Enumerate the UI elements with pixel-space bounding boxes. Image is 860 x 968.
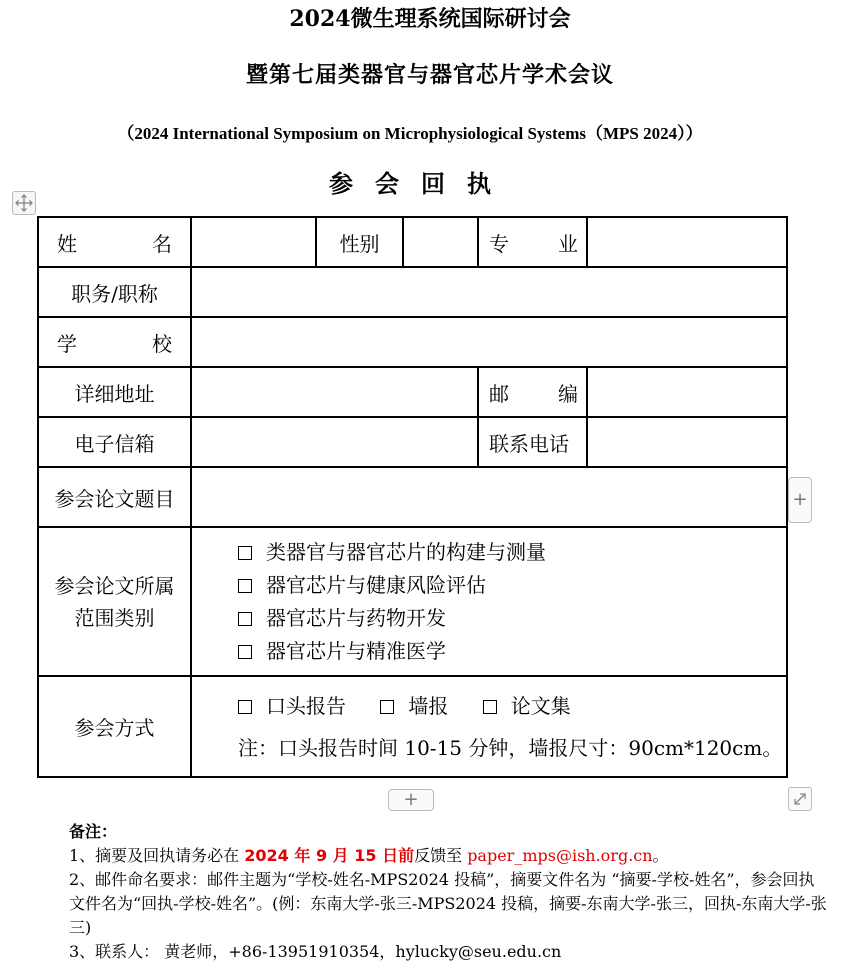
note-line-3: 3、联系人： 黄老师，+86-13951910354，hylucky@seu.edu.cn bbox=[69, 942, 562, 961]
title-line2: 暨第七届类器官与器官芯片学术会议 bbox=[245, 62, 614, 88]
school-input[interactable] bbox=[191, 317, 787, 367]
deadline-text: 2024 年 9 月 15 日前 bbox=[244, 846, 415, 865]
form-title: 参会回执 bbox=[329, 169, 513, 198]
name-label: 姓 名 bbox=[38, 217, 191, 267]
attendance-options bbox=[191, 676, 787, 777]
major-input[interactable] bbox=[587, 217, 787, 267]
postcode-input[interactable] bbox=[587, 367, 787, 417]
title-line1: 2024微生理系统国际研讨会 bbox=[289, 6, 571, 32]
title-english: （2024 International Symposium on Microphysiological Systems（MPS 2024）） bbox=[117, 124, 703, 143]
checkbox-icon[interactable] bbox=[238, 612, 252, 626]
address-input[interactable] bbox=[191, 367, 478, 417]
attendance-option-poster[interactable]: 墙报 bbox=[380, 694, 448, 718]
gender-label: 性别 bbox=[316, 217, 403, 267]
position-label: 职务/职称 bbox=[38, 267, 191, 317]
checkbox-icon[interactable] bbox=[238, 579, 252, 593]
notes-heading: 备注： bbox=[69, 822, 118, 841]
paper-title-label: 参会论文题目 bbox=[38, 467, 191, 527]
notes-section bbox=[69, 820, 829, 964]
name-input[interactable] bbox=[191, 217, 316, 267]
paper-title-input[interactable] bbox=[191, 467, 787, 527]
category-label: 参会论文所属范围类别 bbox=[38, 527, 191, 676]
checkbox-icon[interactable] bbox=[238, 700, 252, 714]
add-row-button[interactable]: + bbox=[388, 789, 434, 811]
move-arrows-icon[interactable] bbox=[12, 191, 36, 215]
attendance-option-proceedings[interactable]: 论文集 bbox=[483, 694, 571, 718]
category-options bbox=[191, 527, 787, 676]
checkbox-icon[interactable] bbox=[483, 700, 497, 714]
email-input[interactable] bbox=[191, 417, 478, 467]
phone-input[interactable] bbox=[587, 417, 787, 467]
registration-form-table bbox=[37, 216, 788, 778]
phone-label: 联系电话 bbox=[478, 417, 587, 467]
school-label: 学 校 bbox=[38, 317, 191, 367]
note-line-2: 2、邮件命名要求：邮件主题为“学校-姓名-MPS2024 投稿”，摘要文件名为 “摘要-学校-姓名”，参会回执文件名为“回执-学校-姓名”。(例：东南大学-张三-MPS2024 投稿，摘要-东南大学-张三，回执-东南大学-张三) bbox=[69, 870, 827, 937]
position-input[interactable] bbox=[191, 267, 787, 317]
address-label: 详细地址 bbox=[38, 367, 191, 417]
add-column-button[interactable]: + bbox=[788, 477, 812, 523]
checkbox-icon[interactable] bbox=[238, 546, 252, 560]
major-label: 专 业 bbox=[478, 217, 587, 267]
checkbox-icon[interactable] bbox=[380, 700, 394, 714]
gender-input[interactable] bbox=[403, 217, 478, 267]
attendance-note: 注：口头报告时间 10-15 分钟，墙报尺寸：90cm*120cm。 bbox=[238, 735, 783, 760]
attendance-option-oral[interactable]: 口头报告 bbox=[238, 694, 346, 718]
note-line-1: 1、摘要及回执请务必在 2024 年 9 月 15 日前反馈至 paper_mps@ish.org.cn。 bbox=[69, 846, 669, 865]
submission-email[interactable]: paper_mps@ish.org.cn bbox=[467, 846, 653, 865]
attendance-label: 参会方式 bbox=[38, 676, 191, 777]
resize-diagonal-icon[interactable] bbox=[788, 787, 812, 811]
category-option[interactable]: 器官芯片与药物开发 bbox=[238, 602, 778, 635]
category-option[interactable]: 器官芯片与健康风险评估 bbox=[238, 569, 778, 602]
category-option[interactable]: 器官芯片与精准医学 bbox=[238, 635, 778, 668]
email-label: 电子信箱 bbox=[38, 417, 191, 467]
checkbox-icon[interactable] bbox=[238, 645, 252, 659]
category-option[interactable]: 类器官与器官芯片的构建与测量 bbox=[238, 536, 778, 569]
postcode-label: 邮 编 bbox=[478, 367, 587, 417]
